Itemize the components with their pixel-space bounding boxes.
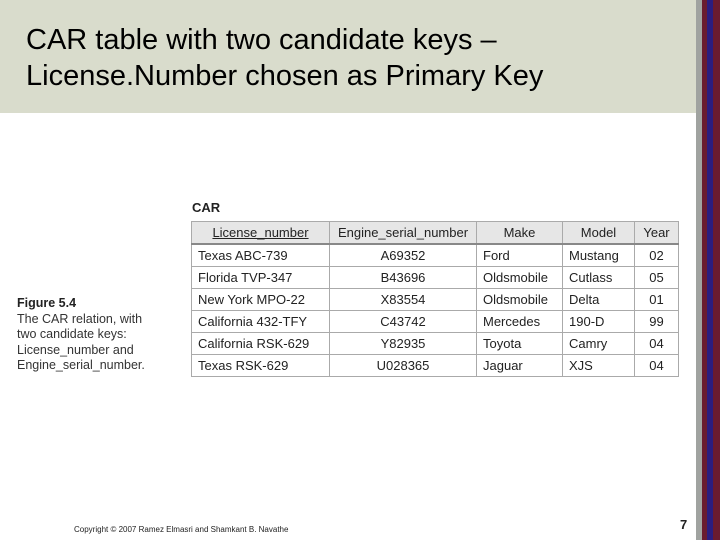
cell-engine-serial-number: C43742 xyxy=(330,311,477,333)
column-header-license-number xyxy=(192,222,330,245)
cell-year: 01 xyxy=(635,289,679,311)
cell-model: Mustang xyxy=(563,244,635,267)
table-row xyxy=(192,311,679,333)
cell-make: Jaguar xyxy=(477,355,563,377)
cell-model: Delta xyxy=(563,289,635,311)
cell-engine-serial-number: A69352 xyxy=(330,244,477,267)
title-bar xyxy=(0,0,696,113)
title-line-2: License.Number chosen as Primary Key xyxy=(26,60,544,92)
table-row xyxy=(192,289,679,311)
cell-model: Cutlass xyxy=(563,267,635,289)
cell-engine-serial-number: X83554 xyxy=(330,289,477,311)
caption-line: The CAR relation, with xyxy=(17,311,143,326)
cell-year: 05 xyxy=(635,267,679,289)
cell-make: Mercedes xyxy=(477,311,563,333)
cell-make: Oldsmobile xyxy=(477,289,563,311)
title-line-1: CAR table with two candidate keys – xyxy=(26,24,497,56)
cell-engine-serial-number: Y82935 xyxy=(330,333,477,355)
cell-license-number: California 432-TFY xyxy=(192,311,330,333)
caption-line: Engine_serial_number. xyxy=(17,358,145,372)
column-header-year: Year xyxy=(635,222,679,245)
caption-line: two candidate keys: xyxy=(17,327,127,341)
cell-make: Ford xyxy=(477,244,563,267)
cell-year: 04 xyxy=(635,355,679,377)
cell-license-number: Texas ABC-739 xyxy=(192,244,330,267)
caption-line: License_number and xyxy=(17,342,134,357)
cell-model: XJS xyxy=(563,355,635,377)
table-row xyxy=(192,333,679,355)
cell-year: 99 xyxy=(635,311,679,333)
car-table xyxy=(191,221,679,377)
copyright-notice: Copyright © 2007 Ramez Elmasri and Shamkant B. Navathe xyxy=(74,525,289,534)
cell-year: 04 xyxy=(635,333,679,355)
table-row xyxy=(192,267,679,289)
primary-key-label: License_number xyxy=(212,225,309,240)
table-name: CAR xyxy=(192,200,221,215)
cell-model: Camry xyxy=(563,333,635,355)
cell-make: Toyota xyxy=(477,333,563,355)
cell-model: 190-D xyxy=(563,311,635,333)
column-header-make: Make xyxy=(477,222,563,245)
cell-license-number: Florida TVP-347 xyxy=(192,267,330,289)
cell-license-number: California RSK-629 xyxy=(192,333,330,355)
page-number: 7 xyxy=(680,517,688,532)
slide-title xyxy=(26,22,543,94)
column-header-model: Model xyxy=(563,222,635,245)
figure-number: Figure 5.4 xyxy=(17,296,77,310)
decorative-stripe-maroon-outer xyxy=(713,0,720,540)
cell-license-number: New York MPO-22 xyxy=(192,289,330,311)
table-row xyxy=(192,355,679,377)
table-header-row xyxy=(192,222,679,245)
cell-make: Oldsmobile xyxy=(477,267,563,289)
figure-caption xyxy=(17,296,145,374)
cell-engine-serial-number: U028365 xyxy=(330,355,477,377)
cell-engine-serial-number: B43696 xyxy=(330,267,477,289)
column-header-engine-serial-number: Engine_serial_number xyxy=(330,222,477,245)
cell-year: 02 xyxy=(635,244,679,267)
table-row xyxy=(192,244,679,267)
cell-license-number: Texas RSK-629 xyxy=(192,355,330,377)
